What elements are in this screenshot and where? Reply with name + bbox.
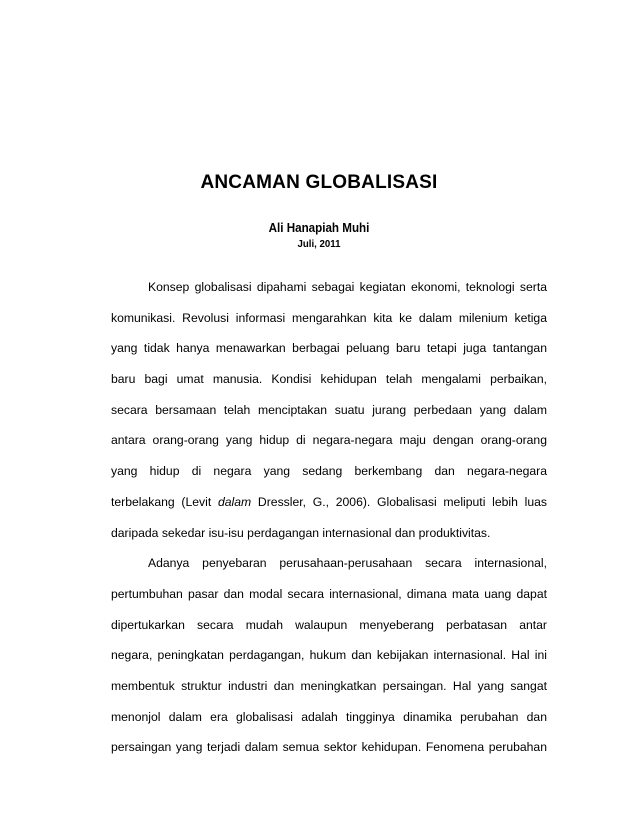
text-line: yang hidup di negara yang sedang berkembang dan negara-negara <box>111 464 547 479</box>
author-name: Ali Hanapiah Muhi <box>268 221 370 235</box>
text-line: antara orang-orang yang hidup di negara-negara maju dengan orang-orang <box>111 433 547 448</box>
italic-term: dalam <box>217 494 252 509</box>
text-line: Konsep globalisasi dipahami sebagai kegiatan ekonomi, teknologi serta <box>148 280 547 294</box>
text-line: persaingan yang terjadi dalam semua sektor kehidupan. Fenomena perubahan <box>111 740 547 755</box>
document-title: ANCAMAN GLOBALISASI <box>200 172 438 193</box>
text-line: komunikasi. Revolusi informasi mengarahkan kita ke dalam milenium ketiga <box>111 310 547 325</box>
text-line: pertumbuhan pasar dan modal secara internasional, dimana mata uang dapat <box>111 586 547 601</box>
text-line: dipertukarkan secara mudah walaupun menyeberang perbatasan antar <box>111 617 547 632</box>
text-line: yang tidak hanya menawarkan berbagai peluang baru tetapi juga tantangan <box>111 341 547 356</box>
text-line: menonjol dalam era globalisasi adalah tingginya dinamika perubahan dan <box>111 709 547 724</box>
text-line: terbelakang (Levit dalam Dressler, G., 2006). Globalisasi meliputi lebih luas <box>111 494 547 509</box>
document-date: Juli, 2011 <box>297 238 341 250</box>
text-line: membentuk struktur industri dan meningkatkan persaingan. Hal yang sangat <box>111 678 547 693</box>
text-line: secara bersamaan telah menciptakan suatu jurang perbedaan yang dalam <box>111 402 547 417</box>
text-line: Adanya penyebaran perusahaan-perusahaan secara internasional, <box>148 556 547 571</box>
text-line: negara, peningkatan perdagangan, hukum dan kebijakan internasional. Hal ini <box>111 648 547 663</box>
text-line: daripada sekedar isu-isu perdagangan internasional dan produktivitas. <box>111 525 491 540</box>
body-text <box>111 280 547 771</box>
text-line: baru bagi umat manusia. Kondisi kehidupan telah mengalami perbaikan, <box>111 372 547 387</box>
